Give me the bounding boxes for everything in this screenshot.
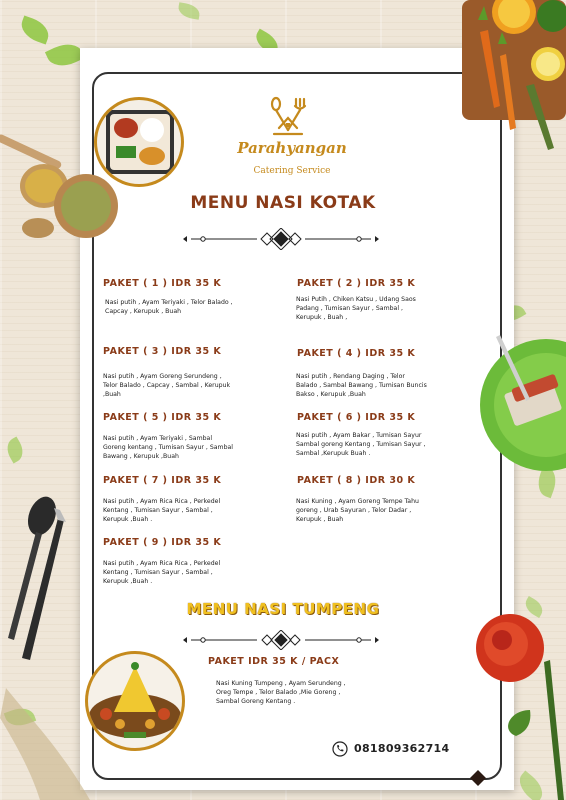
package-2-title: PAKET ( 2 ) IDR 35 K — [297, 278, 416, 289]
package-4-title: PAKET ( 4 ) IDR 35 K — [297, 348, 416, 359]
package-7-desc: Nasi putih , Ayam Rica Rica , Perkedel Kentang , Tumisan Sayur , Sambal , Kerupuk ,Buah . — [103, 498, 221, 523]
package-4-desc: Nasi putih , Rendang Daging , Telor Balado , Sambal Bawang , Tumisan Buncis Bakso , Kerupuk ,Buah — [296, 373, 427, 398]
package-5-title: PAKET ( 5 ) IDR 35 K — [103, 412, 222, 423]
package-8-desc: Nasi Kuning , Ayam Goreng Tempe Tahu goreng , Urab Sayuran , Telor Dadar , Kerupuk , Buah — [296, 498, 419, 523]
phone-number: 081809362714 — [354, 742, 450, 755]
package-9-desc: Nasi putih , Ayam Rica Rica , Perkedel Kentang , Tumisan Sayur , Sambal , Kerupuk ,Buah . — [103, 560, 221, 585]
package-2-desc: Nasi Putih , Chiken Katsu , Udang Saos Padang , Tumisan Sayur , Sambal , Kerupuk , Buah , — [296, 296, 416, 321]
ornament-divider — [183, 630, 379, 650]
package-3-desc: Nasi putih , Ayam Goreng Serundeng , Telor Balado , Capcay , Sambal , Kerupuk ,Buah — [103, 373, 231, 398]
package-8-title: PAKET ( 8 ) IDR 30 K — [297, 475, 416, 486]
menu-title: MENU NASI KOTAK — [190, 193, 376, 213]
cutlery-photo — [0, 488, 92, 800]
plate-dish-photo — [474, 335, 566, 485]
tumpeng-package-desc: Nasi Kuning Tumpeng , Ayam Serundeng , Oreg Tempe , Telor Balado ,Mie Goreng , Sambal Goreng Kentang . — [216, 680, 346, 705]
leaf-decoration — [17, 15, 52, 44]
package-6-title: PAKET ( 6 ) IDR 35 K — [297, 412, 416, 423]
nasi-kotak-photo — [92, 96, 186, 188]
logo-icon — [266, 96, 310, 140]
leaf-decoration — [3, 436, 28, 463]
package-1-title: PAKET ( 1 ) IDR 35 K — [103, 278, 222, 289]
package-9-title: PAKET ( 9 ) IDR 35 K — [103, 537, 222, 548]
package-5-desc: Nasi putih , Ayam Teriyaki , Sambal Goreng kentang , Tumisan Sayur , Sambal Bawang , Kerupuk ,Buah — [103, 435, 234, 460]
citrus-vegetables-photo — [436, 0, 566, 150]
rose-photo — [460, 600, 566, 800]
package-3-title: PAKET ( 3 ) IDR 35 K — [103, 346, 222, 357]
nasi-tumpeng-photo — [82, 650, 188, 752]
package-1-desc: Nasi putih , Ayam Teriyaki , Telor Balado , Capcay , Kerupuk , Buah — [105, 299, 233, 315]
package-7-title: PAKET ( 7 ) IDR 35 K — [103, 475, 222, 486]
package-6-desc: Nasi putih , Ayam Bakar , Tumisan Sayur Sambal goreng Kentang , Tumisan Sayur , Sambal ,Kerupuk Buah . — [296, 432, 426, 457]
brand-name: Parahyangan — [237, 139, 347, 157]
phone-icon — [332, 741, 348, 757]
ornament-divider — [183, 228, 379, 250]
brand-subtitle: Catering Service — [253, 166, 331, 176]
leaf-decoration — [177, 2, 201, 20]
tumpeng-package-title: PAKET IDR 35 K / PACX — [208, 656, 340, 667]
tumpeng-menu-title: MENU NASI TUMPENG — [186, 600, 380, 618]
